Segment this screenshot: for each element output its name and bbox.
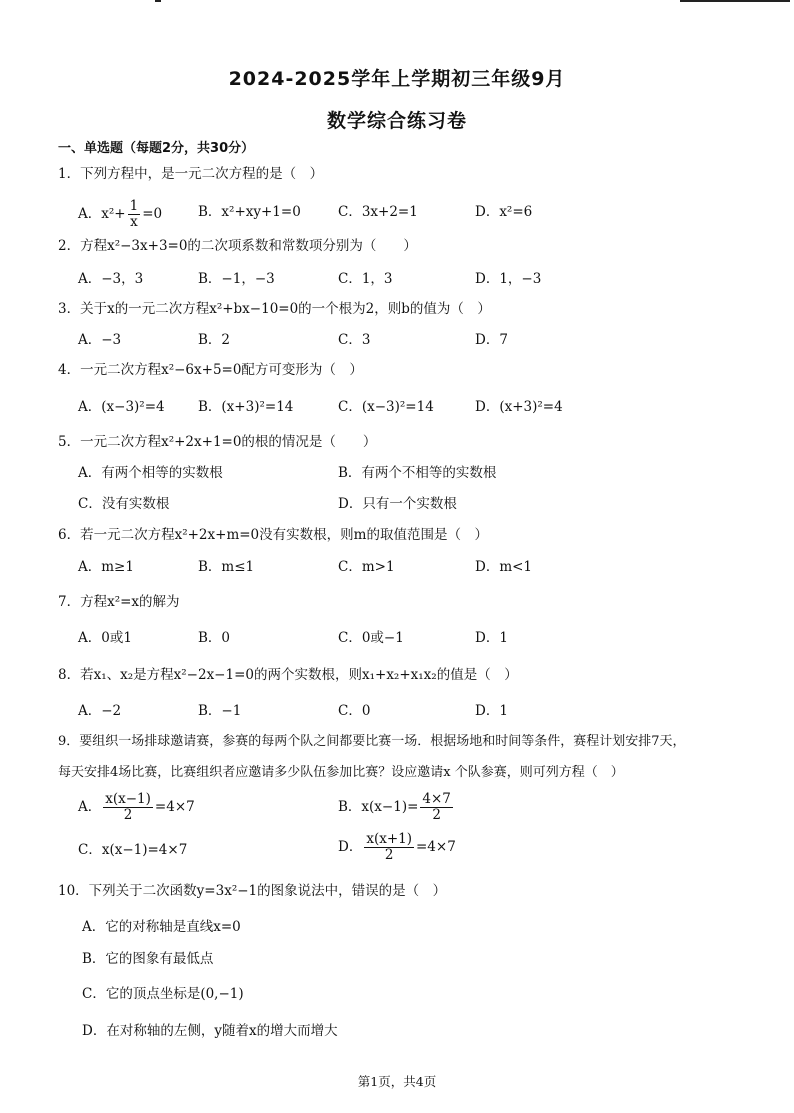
- question-9-option-a-suffix: =4×7: [154, 799, 195, 815]
- question-9-stem-continued: 每天安排4场比赛，比赛组织者应邀请多少队伍参加比赛？设应邀请x 个队参赛，则可列方程（ ）: [58, 765, 624, 780]
- question-5-option-c: C．没有实数根: [78, 496, 170, 512]
- question-1-option-a-prefix: A．x²+: [78, 206, 126, 222]
- question-9-option-b: [338, 792, 455, 823]
- question-10-option-d: D．在对称轴的左侧，y随着x的增大而增大: [82, 1023, 338, 1039]
- question-3-option-b: B．2: [198, 332, 231, 348]
- question-1-option-b: B．x²+xy+1=0: [198, 204, 301, 220]
- question-6-option-b: B．m≤1: [198, 559, 255, 575]
- fraction-denominator: 2: [384, 847, 394, 863]
- question-3-option-d: D．7: [475, 332, 508, 348]
- question-9-option-c: C．x(x−1)=4×7: [78, 842, 188, 858]
- question-2-option-d: D．1，−3: [475, 271, 542, 287]
- question-3-option-c: C．3: [338, 332, 371, 348]
- question-1-option-a-suffix: =0: [142, 206, 163, 222]
- question-9-option-d-fraction: [364, 832, 414, 863]
- question-6-stem: 6．若一元二次方程x²+2x+m=0没有实数根，则m的取值范围是（ ）: [58, 527, 488, 543]
- question-2-option-b: B．−1，−3: [198, 271, 275, 287]
- question-8-option-a: A．−2: [78, 703, 122, 719]
- question-4-option-d: D．(x+3)²=4: [475, 399, 563, 415]
- question-2-option-c: C．1，3: [338, 271, 393, 287]
- question-2-option-a: A．−3，3: [78, 271, 144, 287]
- question-9-option-d-prefix: D．: [338, 839, 363, 855]
- question-6-option-c: C．m>1: [338, 559, 395, 575]
- question-9-option-d-suffix: =4×7: [416, 839, 456, 855]
- fraction-numerator: x(x−1): [105, 791, 151, 807]
- question-10-option-b: B．它的图象有最低点: [82, 951, 214, 967]
- question-1-stem: 1．下列方程中，是一元二次方程的是（ ）: [58, 166, 324, 182]
- question-4-stem: 4．一元二次方程x²−6x+5=0配方可变形为（ ）: [58, 362, 363, 378]
- exam-title: 2024-2025学年上学期初三年级9月: [228, 68, 566, 90]
- question-9-option-a-prefix: A．: [78, 799, 102, 815]
- question-9-option-d: [338, 832, 456, 863]
- fraction-denominator: 2: [123, 807, 133, 823]
- question-5-option-b: B．有两个不相等的实数根: [338, 465, 497, 481]
- exam-subtitle: 数学综合练习卷: [326, 110, 467, 132]
- scan-mark-top-right: [680, 0, 790, 2]
- fraction-denominator: 2: [432, 807, 441, 823]
- question-6-option-a: A．m≥1: [78, 559, 134, 575]
- question-7-option-c: C．0或−1: [338, 630, 404, 646]
- page-number: 第1页，共4页: [357, 1074, 437, 1089]
- question-4-option-b: B．(x+3)²=14: [198, 399, 294, 415]
- question-5-option-d: D．只有一个实数根: [338, 496, 457, 512]
- question-3-stem: 3．关于x的一元二次方程x²+bx−10=0的一个根为2，则b的值为（ ）: [58, 301, 491, 317]
- fraction-numerator: x(x+1): [366, 831, 412, 847]
- question-1-option-d: D．x²=6: [475, 204, 533, 220]
- question-2-stem: 2．方程x²−3x+3=0的二次项系数和常数项分别为（ ）: [58, 238, 417, 254]
- question-9-option-a: [78, 792, 195, 823]
- question-3-option-a: A．−3: [78, 332, 122, 348]
- fraction-numerator: 4×7: [422, 791, 451, 807]
- fraction-denominator: x: [130, 214, 138, 230]
- question-7-option-a: A．0或1: [78, 630, 132, 646]
- question-9-stem: 9．要组织一场排球邀请赛，参赛的每两个队之间都要比赛一场．根据场地和时间等条件，赛程计划安排7天，: [58, 734, 686, 749]
- question-7-stem: 7．方程x²=x的解为: [58, 594, 180, 610]
- question-1-option-a: [78, 199, 162, 230]
- fraction-numerator: 1: [129, 198, 139, 214]
- question-9-option-a-fraction: [103, 792, 153, 823]
- question-8-option-c: C．0: [338, 703, 371, 719]
- question-1-option-a-fraction: [128, 199, 141, 230]
- question-9-option-b-prefix: B．x(x−1)=: [338, 799, 419, 815]
- question-7-option-b: B．0: [198, 630, 231, 646]
- question-10-stem: 10．下列关于二次函数y=3x²−1的图象说法中，错误的是（ ）: [58, 883, 447, 899]
- question-5-option-a: A．有两个相等的实数根: [78, 465, 223, 481]
- question-4-option-c: C．(x−3)²=14: [338, 399, 434, 415]
- question-5-stem: 5．一元二次方程x²+2x+1=0的根的情况是（ ）: [58, 434, 377, 450]
- scan-mark-top: [155, 0, 161, 2]
- question-10-option-c: C．它的顶点坐标是(0,−1): [82, 986, 244, 1002]
- question-4-option-a: A．(x−3)²=4: [78, 399, 165, 415]
- question-1-option-c: C．3x+2=1: [338, 204, 418, 220]
- question-7-option-d: D．1: [475, 630, 508, 646]
- question-9-option-b-fraction: [420, 792, 453, 823]
- question-6-option-d: D．m<1: [475, 559, 533, 575]
- question-8-option-d: D．1: [475, 703, 508, 719]
- section-heading: 一、单选题（每题2分，共30分）: [58, 141, 255, 156]
- question-8-option-b: B．−1: [198, 703, 242, 719]
- question-10-option-a: A．它的对称轴是直线x=0: [82, 919, 241, 935]
- question-8-stem: 8．若x₁、x₂是方程x²−2x−1=0的两个实数根，则x₁+x₂+x₁x₂的值是（ ）: [58, 667, 518, 683]
